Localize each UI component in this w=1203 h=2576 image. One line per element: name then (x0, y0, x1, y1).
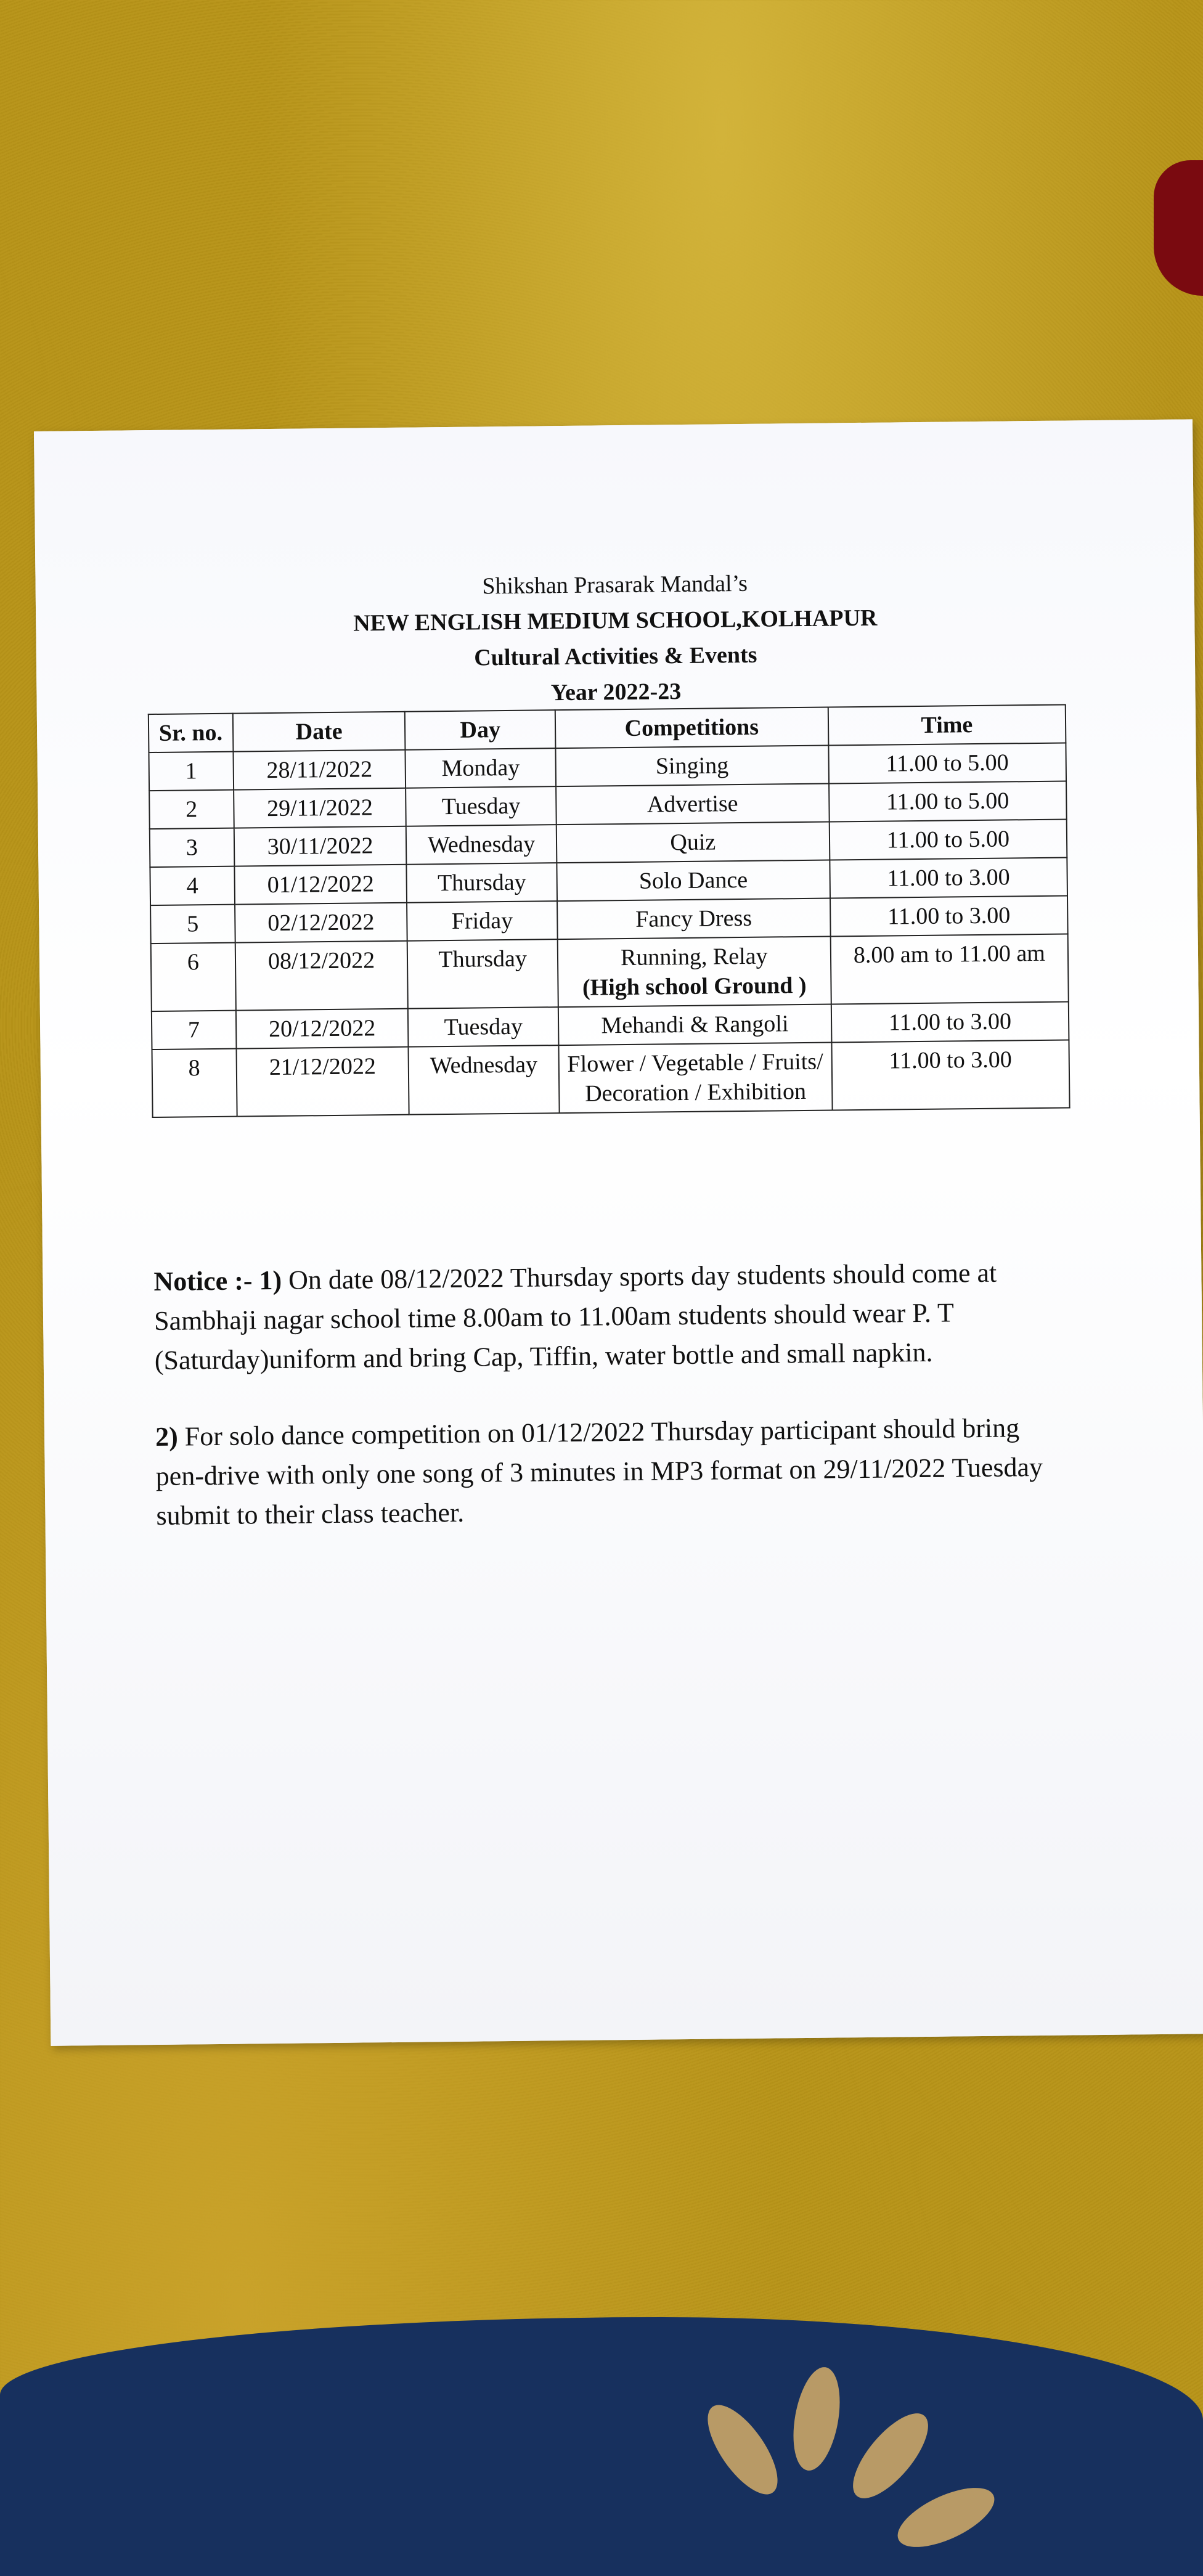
cell-competition: Fancy Dress (557, 899, 830, 940)
column-header-date: Date (232, 712, 405, 752)
cell-competition: Solo Dance (557, 860, 830, 902)
school-name: NEW ENGLISH MEDIUM SCHOOL,KOLHAPUR (353, 605, 878, 637)
notice-sheet (34, 419, 1203, 2046)
cloth-pattern (841, 2402, 941, 2509)
blue-cloth (0, 2317, 1203, 2576)
competition-name: Running, Relay (620, 943, 768, 971)
cell-time: 11.00 to 3.00 (831, 1001, 1069, 1042)
notice-2-text: For solo dance competition on 01/12/2022 Thursday participant should bring pen-drive with only one song of 3 minutes in MP3 format on 29/11/2022 Tuesday submit to their class teacher. (155, 1412, 1043, 1531)
cell-competition: Advertise (556, 784, 829, 825)
cell-time: 11.00 to 5.00 (829, 819, 1067, 860)
document-header (35, 561, 1195, 716)
table-row (151, 934, 1069, 1011)
cell-date: 29/11/2022 (234, 788, 406, 828)
cell-time: 11.00 to 5.00 (828, 743, 1066, 783)
cell-date: 28/11/2022 (233, 750, 406, 790)
cell-date: 08/12/2022 (235, 941, 408, 1011)
cell-time: 11.00 to 3.00 (831, 1040, 1069, 1110)
notice-label: Notice :- (153, 1265, 253, 1297)
cloth-pattern (786, 2363, 847, 2474)
cell-sr: 1 (149, 752, 233, 791)
cell-sr: 7 (152, 1011, 236, 1050)
cell-day: Tuesday (408, 1007, 558, 1047)
cell-day: Tuesday (406, 786, 556, 826)
cell-competition (558, 937, 831, 1008)
cell-competition: Flower / Vegetable / Fruits/ Decoration / Exhibition (558, 1043, 832, 1114)
cell-sr: 4 (150, 866, 234, 905)
cell-day: Thursday (407, 939, 558, 1009)
notice-2-number: 2) (155, 1421, 179, 1453)
org-name: Shikshan Prasarak Mandal’s (482, 570, 748, 600)
cell-day: Thursday (407, 863, 557, 903)
column-header-time: Time (828, 704, 1066, 745)
cell-date: 20/12/2022 (236, 1009, 409, 1049)
notice-1 (153, 1253, 1054, 1380)
document-title: Cultural Activities & Events (474, 642, 757, 671)
cell-time: 8.00 am to 11.00 am (830, 934, 1068, 1004)
column-header-day: Day (405, 710, 555, 750)
cell-sr: 3 (150, 828, 234, 867)
notice-1-number: 1) (259, 1265, 282, 1296)
red-object (1154, 160, 1203, 296)
cell-competition: Mehandi & Rangoli (558, 1005, 831, 1046)
cell-time: 11.00 to 5.00 (829, 781, 1067, 821)
cell-competition: Singing (555, 746, 828, 787)
notice-1-text: On date 08/12/2022 Thursday sports day students should come at Sambhaji nagar school time 8.00am to 11.00am students should wear P. T (Saturday)uniform and bring Cap, Tiffin, water bottle and small napkin. (153, 1257, 997, 1376)
cell-sr: 6 (151, 943, 236, 1011)
cell-day: Friday (407, 901, 557, 941)
academic-year: Year 2022-23 (550, 679, 682, 706)
events-table (148, 704, 1070, 1118)
notice-2 (155, 1408, 1056, 1536)
cell-time: 11.00 to 3.00 (830, 857, 1067, 898)
cell-time: 11.00 to 3.00 (830, 895, 1068, 936)
cell-date: 01/12/2022 (234, 865, 407, 905)
cell-day: Wednesday (409, 1045, 560, 1115)
cell-day: Wednesday (406, 825, 557, 865)
cell-date: 21/12/2022 (236, 1047, 409, 1117)
cell-sr: 2 (149, 790, 234, 829)
cell-sr: 5 (150, 905, 235, 944)
table-row (152, 1040, 1070, 1117)
competition-venue: (High school Ground ) (582, 972, 807, 1001)
cell-date: 30/11/2022 (234, 826, 406, 866)
cloth-pattern (889, 2476, 1003, 2559)
cell-competition: Quiz (557, 822, 830, 863)
column-header-sr: Sr. no. (149, 714, 233, 752)
column-header-competitions: Competitions (555, 707, 828, 749)
cell-date: 02/12/2022 (235, 903, 407, 943)
cloth-pattern (695, 2394, 791, 2505)
notices-section (153, 1253, 1056, 1573)
cell-sr: 8 (152, 1049, 237, 1117)
cell-day: Monday (406, 748, 556, 788)
